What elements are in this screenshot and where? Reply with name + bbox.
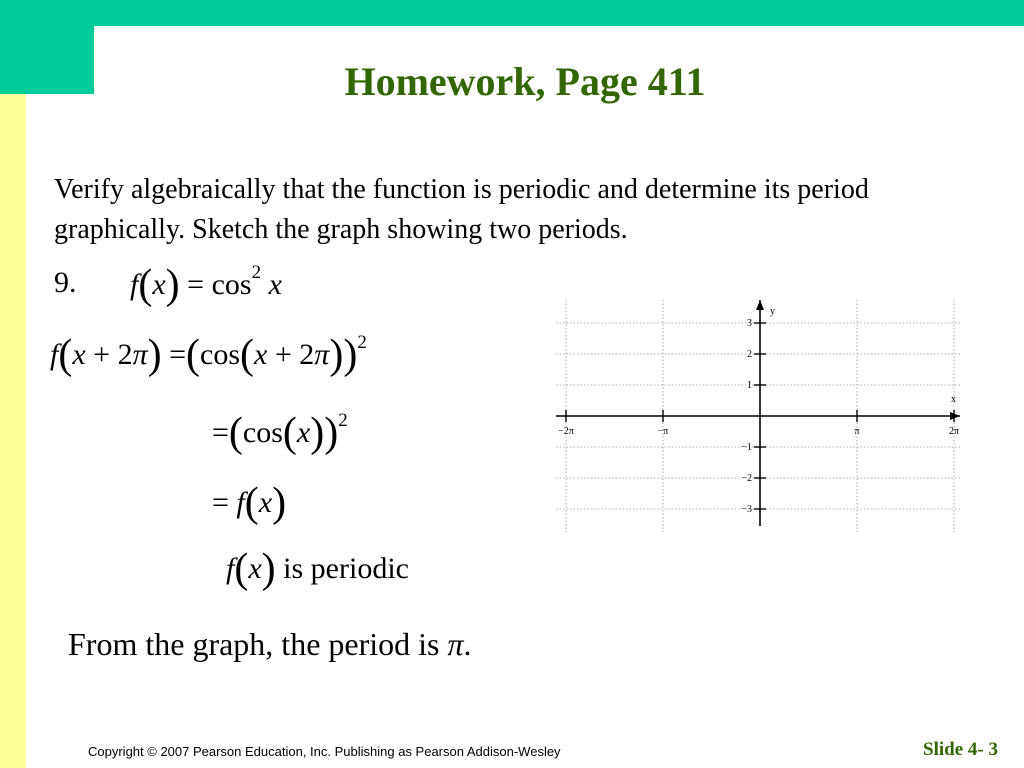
equals-sign: = [169,338,187,371]
plus-sign: + [93,338,111,371]
function-definition [130,264,282,306]
exponent: 2 [251,262,262,283]
x-symbol: x [254,338,268,371]
paren: ( [234,546,249,592]
cos-symbol: cos [200,338,241,371]
paren: ( [282,410,297,456]
problem-number: 9. [54,266,77,299]
y-tick-label: −3 [741,504,752,515]
step-1 [50,334,367,376]
x-symbol: x [248,552,262,585]
equals-sign: = [212,416,229,449]
exponent: 2 [357,332,367,353]
x-axis-label: x [951,394,956,405]
x-symbol: x [268,268,282,301]
paren: ) [329,332,344,378]
paren: ) [261,546,276,592]
instructions-text: Verify algebraically that the function is periodic and determine its period graphically. Sketch the graph showing two periods. [54,174,869,245]
x-axis-arrow-icon [950,412,960,420]
copyright-notice: Copyright © 2007 Pearson Education, Inc. Publishing as Pearson Addison-Wesley [88,744,561,759]
y-axis-arrow-icon [756,300,764,310]
y-tick-label: 3 [747,318,752,329]
x-symbol: x [152,268,166,301]
y-tick-label: 1 [747,380,752,391]
y-axis-label: y [770,306,775,317]
conclusion-text: From the graph, the period is [68,626,440,662]
pi-symbol: π [314,338,330,371]
f-symbol: f [236,486,245,519]
two: 2 [117,338,133,371]
f-symbol: f [226,552,235,585]
x-ticks [558,410,959,437]
pi-symbol: π [132,338,148,371]
step-3 [212,482,286,524]
f-symbol: f [50,338,59,371]
x-tick-label: 2π [948,426,960,437]
y-tick-label: 2 [747,349,752,360]
step-2 [212,412,348,454]
equals-sign: = [187,268,205,301]
slide-number: Slide 4- 3 [923,739,998,760]
two: 2 [299,338,315,371]
conclusion [68,626,472,663]
paren: ) [343,332,358,378]
x-symbol: x [258,486,273,519]
paren: ( [58,332,73,378]
paren: ( [138,262,153,308]
y-tick-label: −1 [741,442,752,453]
x-tick-label: −π [657,426,669,437]
f-symbol: f [130,268,139,301]
cos-symbol: cos [242,416,283,449]
coordinate-grid [548,296,968,536]
x-symbol: x [72,338,86,371]
periodic-text: is periodic [283,552,409,585]
paren: ) [165,262,180,308]
paren: ( [244,480,259,526]
cos-symbol: cos [211,268,252,301]
top-accent-bar [0,0,1024,26]
periodic-statement [226,548,409,590]
period-end: . [463,626,472,662]
paren: ( [240,332,255,378]
plus-sign: + [274,338,292,371]
y-tick-label: −2 [741,473,752,484]
paren: ) [324,410,339,456]
x-tick-label: π [854,426,860,437]
slide-title: Homework, Page 411 [344,59,706,104]
pi-symbol: π [447,626,464,662]
x-symbol: x [296,416,311,449]
paren: ) [147,332,162,378]
paren: ) [272,480,287,526]
left-accent-bar [0,94,26,768]
exponent: 2 [338,410,348,431]
paren: ) [310,410,325,456]
equals-sign: = [212,486,229,519]
paren: ( [228,410,243,456]
paren: ( [186,332,201,378]
x-tick-label: −2π [558,426,574,437]
